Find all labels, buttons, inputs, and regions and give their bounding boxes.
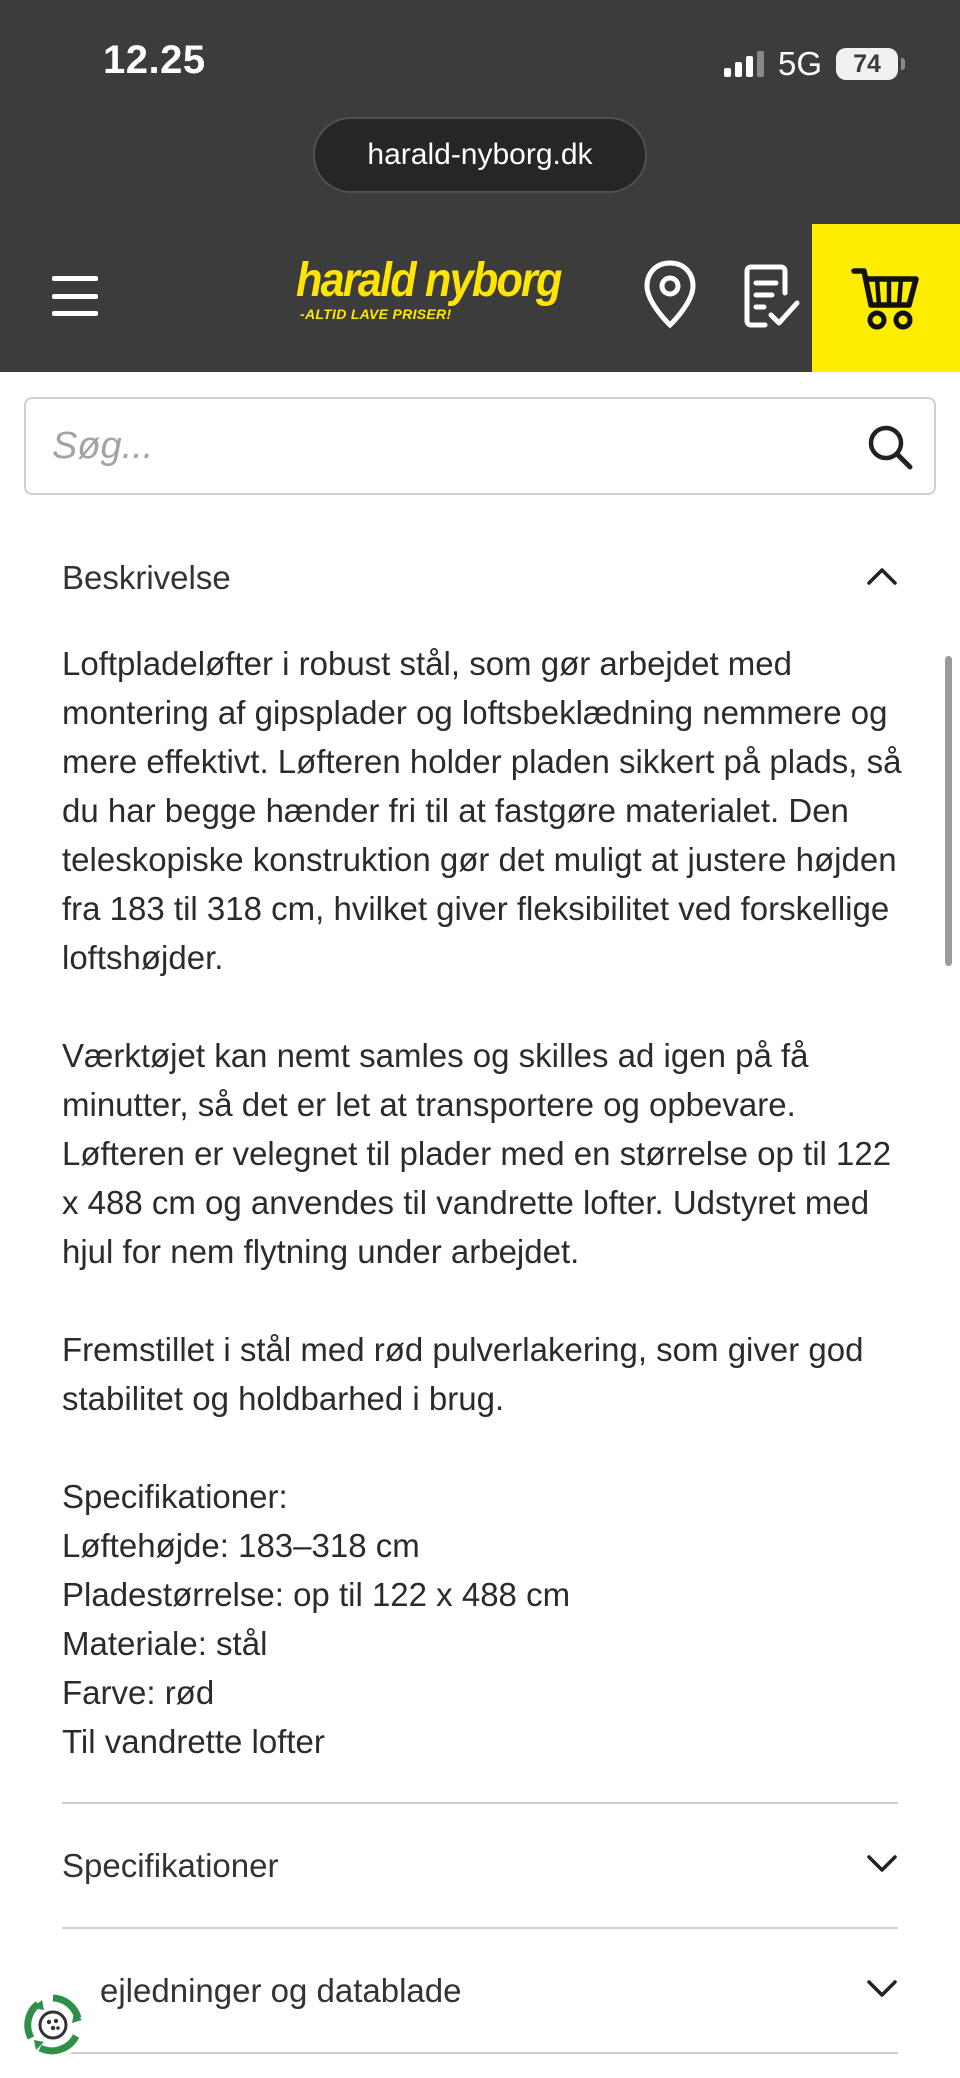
- battery-level: 74: [853, 49, 881, 78]
- location-pin-icon[interactable]: [640, 258, 700, 332]
- status-time: 12.25: [103, 38, 206, 82]
- spec-line: Til vandrette lofter: [62, 1723, 325, 1760]
- cellular-signal-icon: [724, 51, 764, 77]
- accordion-description[interactable]: [62, 548, 898, 608]
- spec-line: Løftehøjde: 183–318 cm: [62, 1527, 420, 1564]
- menu-icon[interactable]: [52, 276, 98, 316]
- accordion-guides[interactable]: [100, 1961, 898, 2021]
- divider: [62, 2052, 898, 2054]
- search-icon[interactable]: [866, 423, 914, 476]
- search-input[interactable]: [52, 419, 832, 473]
- status-indicators: [724, 44, 898, 84]
- spec-line: Materiale: stål: [62, 1625, 268, 1662]
- chevron-down-icon: [866, 1854, 898, 1879]
- spec-line: Pladestørrelse: op til 122 x 488 cm: [62, 1576, 571, 1613]
- spec-list: [62, 1472, 912, 1766]
- divider: [62, 1802, 898, 1804]
- spec-line: Farve: rød: [62, 1674, 215, 1711]
- description-paragraph: Fremstillet i stål med rød pulverlakering, som giver god stabilitet og holdbarhed i brug.: [62, 1331, 864, 1417]
- logo-tagline: -ALTID LAVE PRISER!: [300, 306, 452, 322]
- cart-icon: [851, 265, 921, 331]
- checklist-icon[interactable]: [740, 262, 804, 330]
- divider: [62, 1927, 898, 1929]
- network-type: 5G: [777, 45, 822, 82]
- scrollbar[interactable]: [945, 656, 952, 966]
- recycle-icon[interactable]: [18, 1990, 88, 2060]
- description-text: [62, 639, 912, 1766]
- search-box: [24, 397, 936, 495]
- chevron-up-icon: [866, 566, 898, 591]
- spec-line: Specifikationer:: [62, 1478, 288, 1515]
- chevron-down-icon: [866, 1979, 898, 2004]
- description-paragraph: Værktøjet kan nemt samles og skilles ad igen på få minutter, så det er let at transportere og opbevare. Løfteren er velegnet til plader med en størrelse op til 122 x 488 cm og anvendes til vandrette lofter. Udstyret med hjul for nem flytning under arbejdet.: [62, 1037, 892, 1270]
- logo-name: harald nyborg: [296, 254, 561, 307]
- url-text: harald-nyborg.dk: [367, 138, 593, 171]
- accordion-specifications[interactable]: [62, 1836, 898, 1896]
- battery-icon: [836, 48, 898, 80]
- description-paragraph: Loftpladeløfter i robust stål, som gør arbejdet med montering af gipsplader og loftsbeklædning nemmere og mere effektivt. Løfteren holder pladen sikkert på plads, så du har begge hænder fri til at fastgøre materialet. Den teleskopiske konstruktion gør det muligt at justere højden fra 183 til 318 cm, hvilket giver fleksibilitet ved forskellige loftshøjder.: [62, 645, 902, 976]
- url-bar[interactable]: [313, 117, 647, 193]
- accordion-title: Beskrivelse: [62, 559, 231, 596]
- top-bar: [0, 0, 960, 372]
- cart-button[interactable]: [812, 224, 960, 372]
- accordion-title: Specifikationer: [62, 1847, 279, 1884]
- accordion-title: ejledninger og datablade: [100, 1972, 462, 2009]
- brand-logo[interactable]: [296, 254, 561, 334]
